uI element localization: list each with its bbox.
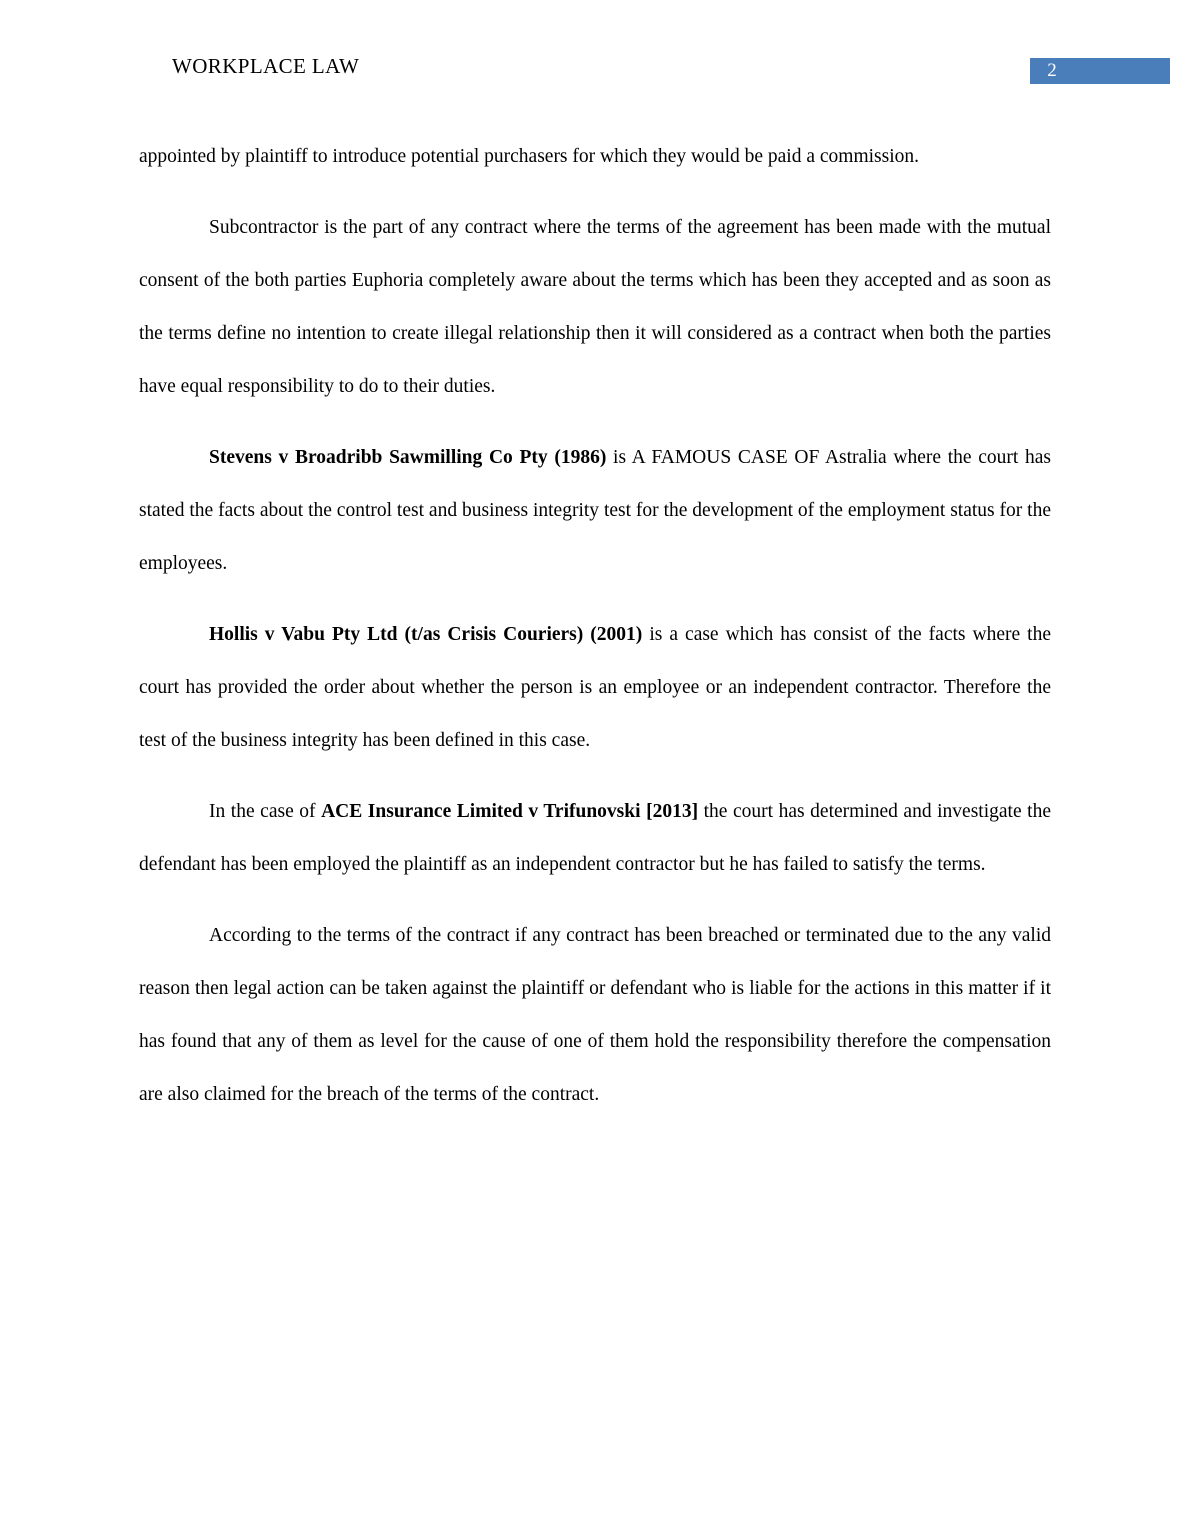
paragraph-text: is A FAMOUS CASE OF Astralia where the court has stated the facts about the control test and business integrity test for the development of the employment status for the employees. — [139, 447, 1051, 574]
page-number: 2 — [1047, 60, 1057, 81]
body-paragraph — [139, 201, 1051, 413]
paragraph-container — [139, 130, 1051, 1121]
body-paragraph — [139, 431, 1051, 590]
case-citation: ACE Insurance Limited v Trifunovski [2013] — [321, 801, 699, 822]
paragraph-text: appointed by plaintiff to introduce potential purchasers for which they would be paid a commission. — [139, 146, 919, 167]
case-citation: Hollis v Vabu Pty Ltd (t/as Crisis Couriers) (2001) — [209, 624, 643, 645]
body-paragraph — [139, 608, 1051, 767]
body-paragraph — [139, 909, 1051, 1121]
paragraph-text: According to the terms of the contract if any contract has been breached or terminated due to the any valid reason then legal action can be taken against the plaintiff or defendant who is liable for the actions in this matter if it has found that any of them as level for the cause of one of them hold the responsibility therefore the compensation are also claimed for the breach of the terms of the contract. — [139, 925, 1051, 1105]
paragraph-text: the court has determined and investigate the defendant has been employed the plaintiff as an independent contractor but he has failed to satisfy the terms. — [139, 801, 1051, 875]
body-paragraph — [139, 130, 1051, 183]
page-header — [0, 52, 1190, 86]
page-number-badge — [1030, 58, 1170, 84]
paragraph-text: In the case of — [209, 801, 322, 822]
document-body — [139, 130, 1051, 1121]
body-paragraph — [139, 785, 1051, 891]
case-citation: Stevens v Broadribb Sawmilling Co Pty (1986) — [209, 447, 607, 468]
paragraph-text: Subcontractor is the part of any contract where the terms of the agreement has been made with the mutual consent of the both parties Euphoria completely aware about the terms which has been they accepted and as soon as the terms define no intention to create illegal relationship then it will considered as a contract when both the parties have equal responsibility to do to their duties. — [139, 217, 1051, 397]
paragraph-text: is a case which has consist of the facts where the court has provided the order about whether the person is an employee or an independent contractor. Therefore the test of the business integrity has been defined in this case. — [139, 624, 1052, 751]
document-header-title: WORKPLACE LAW — [172, 54, 360, 78]
